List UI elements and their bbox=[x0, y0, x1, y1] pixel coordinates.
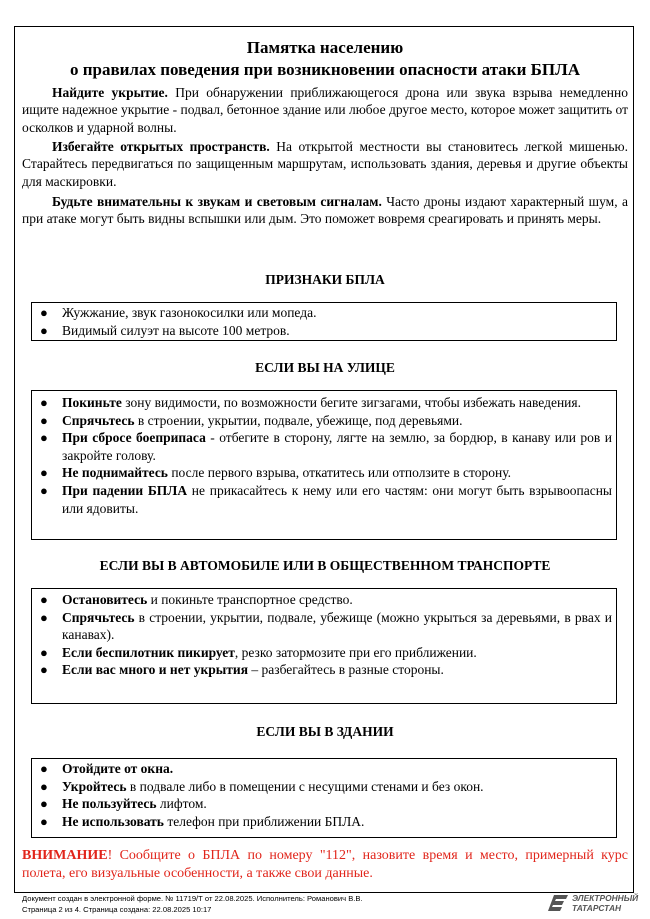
section-heading-signs: ПРИЗНАКИ БПЛА bbox=[265, 272, 385, 287]
list-item: ● Остановитесь и покиньте транспортное средство. bbox=[40, 592, 353, 607]
footer-document-info: Документ создан в электронной форме. № 11719/Т от 22.08.2025. Исполнитель: Романович В.В. bbox=[22, 894, 363, 903]
list-item: ● Видимый силуэт на высоте 100 метров. bbox=[40, 322, 290, 338]
electronic-tatarstan-logo bbox=[548, 893, 638, 915]
intro-lead: Избегайте открытых пространств. bbox=[52, 139, 270, 154]
section-box-street bbox=[31, 390, 617, 540]
list-item: ● Не поднимайтесь после первого взрыва, откатитесь или отползите в сторону. bbox=[40, 465, 511, 481]
document-subtitle: о правилах поведения при возникновении опасности атаки БПЛА bbox=[69, 60, 581, 79]
section-box-signs bbox=[31, 302, 617, 341]
bullet-icon: ● bbox=[40, 322, 48, 338]
intro-text: Часто дроны издают характерный шум, а при атаке могут быть видны вспышки или дым. Это поможет вовремя среагировать и принять меры. bbox=[22, 194, 628, 227]
bullet-icon: ● bbox=[40, 796, 48, 812]
bullet-icon: ● bbox=[40, 465, 48, 481]
section-heading-vehicle: ЕСЛИ ВЫ В АВТОМОБИЛЕ ИЛИ В ОБЩЕСТВЕННОМ ТРАНСПОРТЕ bbox=[99, 558, 551, 573]
list-item: ● Не использовать телефон при приближении БПЛА. bbox=[40, 813, 365, 829]
list-item: ● Покиньте зону видимости, по возможности бегите зигзагами, чтобы избежать наведения. bbox=[40, 395, 581, 410]
section-heading-building: ЕСЛИ ВЫ В ЗДАНИИ bbox=[256, 724, 394, 739]
section-box-building bbox=[31, 758, 617, 838]
bullet-icon: ● bbox=[40, 761, 48, 776]
bullet-icon: ● bbox=[40, 430, 48, 446]
intro-paragraph-open-spaces bbox=[22, 138, 628, 190]
list-item: ● Жужжание, звук газонокосилки или мопеда. bbox=[40, 305, 317, 320]
intro-lead: Найдите укрытие. bbox=[52, 85, 168, 100]
bullet-icon: ● bbox=[40, 395, 48, 410]
bullet-icon: ● bbox=[40, 412, 48, 428]
intro-lead: Будьте внимательны к звукам и световым сигналам. bbox=[52, 194, 382, 209]
list-item: ● Спрячьтесь в строении, укрытии, подвале, убежище, под деревьями. bbox=[40, 412, 463, 428]
document-title: Памятка населению bbox=[246, 38, 404, 57]
intro-text: На открытой местности вы становитесь легкой мишенью. Старайтесь передвигаться по защищенным маршрутам, использовать здания, деревья и другие объекты для маскировки. bbox=[22, 139, 629, 189]
bullet-icon: ● bbox=[40, 644, 48, 660]
logo-text: ЭЛЕКТРОННЫЙ ТАТАРСТАН bbox=[572, 893, 639, 913]
intro-paragraph-sounds bbox=[22, 193, 628, 228]
intro-paragraph-shelter bbox=[22, 84, 628, 136]
bullet-icon: ● bbox=[40, 813, 48, 829]
warning-lead: ВНИМАНИЕ bbox=[22, 848, 108, 863]
list-item: ● При сбросе боеприпаса - отбегите в сторону, лягте на землю, за бордюр, в канаву или ров и закройте голову. bbox=[40, 430, 612, 463]
bullet-icon: ● bbox=[40, 482, 48, 498]
bullet-icon: ● bbox=[40, 609, 48, 625]
warning-note bbox=[22, 847, 628, 883]
list-item: ● Спрячьтесь в строении, укрытии, подвале, убежище (можно укрыться за деревьями, в рвах и канавах). bbox=[40, 609, 612, 643]
bullet-icon: ● bbox=[40, 592, 48, 607]
section-heading-street: ЕСЛИ ВЫ НА УЛИЦЕ bbox=[255, 360, 395, 375]
list-item: ● Не пользуйтесь лифтом. bbox=[40, 796, 207, 812]
intro-text: При обнаружении приближающегося дрона или звука взрыва немедленно ищите надежное укрытие - подвал, бетонное здание или любое другое место, которое может защитить от осколков и ударной волны. bbox=[22, 85, 628, 135]
footer-divider bbox=[22, 892, 542, 893]
section-box-vehicle bbox=[31, 588, 617, 704]
electronic-tatarstan-logo-icon bbox=[548, 893, 570, 913]
bullet-icon: ● bbox=[40, 662, 48, 678]
warning-text: ! Сообщите о БПЛА по номеру "112", назовите время и место, примерный курс полета, его визуальные особенности, а также свои данные. bbox=[22, 848, 628, 881]
bullet-icon: ● bbox=[40, 778, 48, 794]
list-item: ● Отойдите от окна. bbox=[40, 761, 174, 776]
bullet-icon: ● bbox=[40, 305, 48, 320]
list-item: ● При падении БПЛА не прикасайтесь к нему или его частям: они могут быть взрывоопасны или ядовиты. bbox=[40, 482, 612, 516]
footer-page-info: Страница 2 из 4. Страница создана: 22.08.2025 10:17 bbox=[22, 905, 212, 914]
list-item: ● Если беспилотник пикирует, резко затормозите при его приближении. bbox=[40, 644, 477, 660]
list-item: ● Если вас много и нет укрытия – разбегайтесь в разные стороны. bbox=[40, 662, 444, 678]
list-item: ● Укройтесь в подвале либо в помещении с несущими стенами и без окон. bbox=[40, 778, 484, 794]
